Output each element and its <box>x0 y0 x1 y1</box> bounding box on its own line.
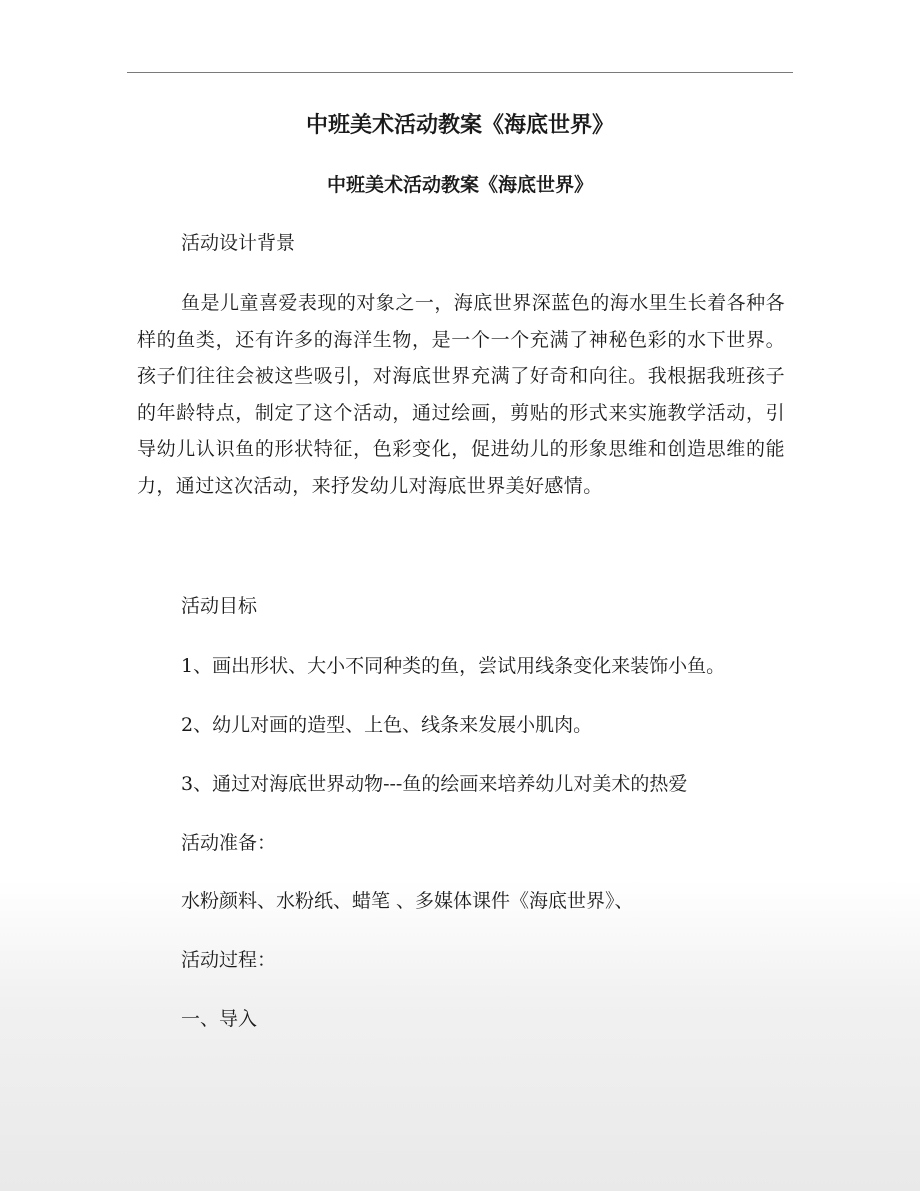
section-heading-goals: 活动目标 <box>181 595 258 617</box>
background-paragraph: 鱼是儿童喜爱表现的对象之一，海底世界深蓝色的海水里生长着各种各样的鱼类，还有许多的海洋生物，是一个一个充满了神秘色彩的水下世界。孩子们往往会被这些吸引，对海底世界充满了好奇和向往。我根据我班孩子的年龄特点，制定了这个活动，通过绘画，剪贴的形式来实施教学活动，引导幼儿认识鱼的形状特征，色彩变化，促进幼儿的形象思维和创造思维的能力，通过这次活动，来抒发幼儿对海底世界美好感情。 <box>137 292 785 497</box>
process-step-1: 一、导入 <box>181 1008 258 1030</box>
document-title: 中班美术活动教案《海底世界》 <box>305 112 614 138</box>
preparation-text: 水粉颜料、水粉纸、蜡笔 、多媒体课件《海底世界》、 <box>181 890 634 912</box>
section-heading-process: 活动过程： <box>181 949 277 971</box>
document-subtitle: 中班美术活动教案《海底世界》 <box>326 174 593 196</box>
section-heading-preparation: 活动准备： <box>181 832 277 854</box>
header-rule <box>127 72 793 73</box>
goal-item-2: 2、幼儿对画的造型、上色、线条来发展小肌肉。 <box>181 714 593 736</box>
section-heading-background: 活动设计背景 <box>181 232 296 254</box>
goal-item-1: 1、画出形状、大小不同种类的鱼，尝试用线条变化来装饰小鱼。 <box>181 655 726 677</box>
goal-item-3: 3、通过对海底世界动物---鱼的绘画来培养幼儿对美术的热爱 <box>181 773 688 795</box>
